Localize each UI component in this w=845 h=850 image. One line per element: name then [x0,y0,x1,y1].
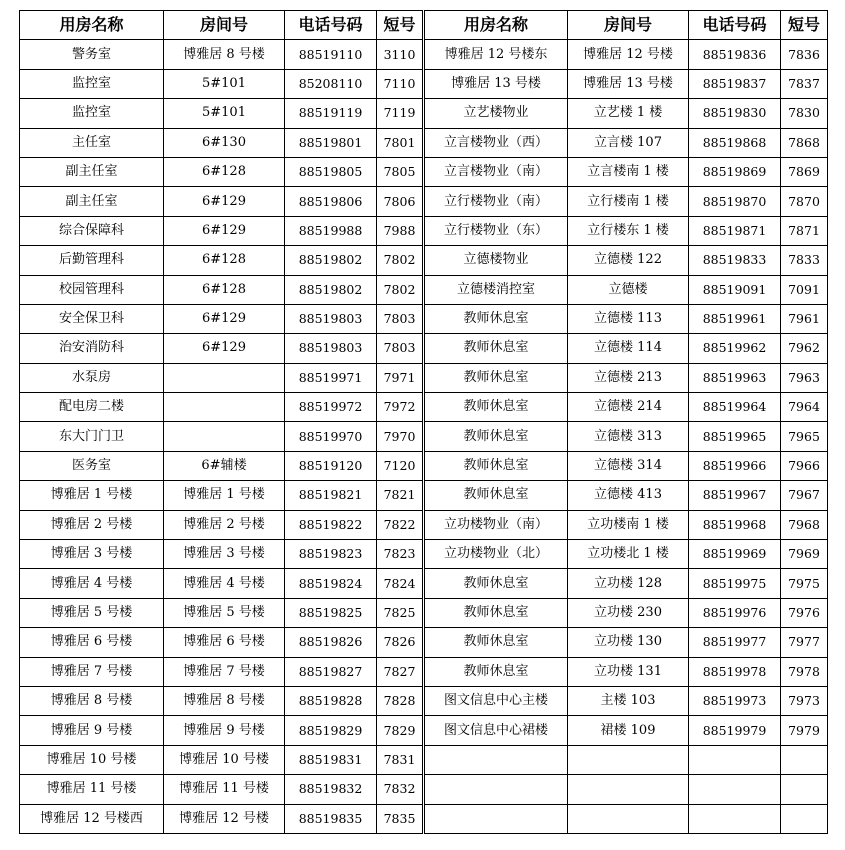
table-row [20,745,828,774]
right-short-number-cell [781,804,828,833]
right-name-cell: 教师休息室 [424,393,568,422]
left-tel-cell: 88519119 [285,99,377,128]
right-tel-cell: 88519965 [689,422,781,451]
right-tel-cell: 88519869 [689,157,781,186]
table-row [20,216,828,245]
left-name-cell: 博雅居 11 号楼 [20,775,164,804]
left-room-cell: 6#128 [164,246,285,275]
right-tel-cell: 88519830 [689,99,781,128]
left-short-number-cell: 7970 [377,422,424,451]
right-short-number-cell [781,775,828,804]
right-room-cell: 立功楼北 1 楼 [568,540,689,569]
right-name-cell: 立功楼物业（南） [424,510,568,539]
left-short-number-cell: 7822 [377,510,424,539]
left-room-cell: 博雅居 1 号楼 [164,481,285,510]
right-name-cell: 教师休息室 [424,598,568,627]
left-room-cell: 6#129 [164,187,285,216]
right-short-number-cell: 7969 [781,540,828,569]
right-room-cell: 立言楼 107 [568,128,689,157]
left-name-cell: 监控室 [20,99,164,128]
right-name-cell: 立行楼物业（南） [424,187,568,216]
header-cell-name: 用房名称 [20,11,164,40]
table-row [20,569,828,598]
left-room-cell [164,363,285,392]
left-short-number-cell: 7825 [377,598,424,627]
right-name-cell: 教师休息室 [424,481,568,510]
left-name-cell: 警务室 [20,40,164,69]
left-room-cell: 6#129 [164,334,285,363]
header-cell-room: 房间号 [164,11,285,40]
table-row [20,775,828,804]
table-row [20,363,828,392]
right-name-cell [424,745,568,774]
right-room-cell: 立功楼南 1 楼 [568,510,689,539]
right-room-cell: 裙楼 109 [568,716,689,745]
right-tel-cell [689,775,781,804]
right-name-cell: 立德楼物业 [424,246,568,275]
left-short-number-cell: 7835 [377,804,424,833]
right-name-cell [424,775,568,804]
left-short-number-cell: 7971 [377,363,424,392]
right-room-cell: 立德楼 313 [568,422,689,451]
left-room-cell: 6#128 [164,157,285,186]
left-short-number-cell: 7801 [377,128,424,157]
right-tel-cell: 88519833 [689,246,781,275]
left-name-cell: 博雅居 4 号楼 [20,569,164,598]
left-name-cell: 主任室 [20,128,164,157]
right-short-number-cell: 7871 [781,216,828,245]
left-name-cell: 博雅居 1 号楼 [20,481,164,510]
table-row [20,804,828,833]
left-room-cell: 6#128 [164,275,285,304]
left-tel-cell: 88519827 [285,657,377,686]
left-tel-cell: 88519801 [285,128,377,157]
table-row [20,393,828,422]
right-name-cell: 教师休息室 [424,451,568,480]
left-short-number-cell: 7828 [377,686,424,715]
right-short-number-cell: 7967 [781,481,828,510]
left-name-cell: 东大门门卫 [20,422,164,451]
left-room-cell: 6#129 [164,304,285,333]
table-row [20,246,828,275]
left-short-number-cell: 7802 [377,275,424,304]
table-row [20,598,828,627]
table-row [20,451,828,480]
left-tel-cell: 88519835 [285,804,377,833]
right-room-cell: 立功楼 128 [568,569,689,598]
left-name-cell: 博雅居 8 号楼 [20,686,164,715]
left-short-number-cell: 7119 [377,99,424,128]
left-name-cell: 配电房二楼 [20,393,164,422]
left-tel-cell: 88519805 [285,157,377,186]
right-short-number-cell: 7837 [781,69,828,98]
right-room-cell [568,745,689,774]
left-tel-cell: 88519832 [285,775,377,804]
right-room-cell: 立功楼 230 [568,598,689,627]
left-short-number-cell: 7829 [377,716,424,745]
right-tel-cell: 88519871 [689,216,781,245]
right-tel-cell: 88519976 [689,598,781,627]
left-tel-cell: 88519826 [285,628,377,657]
right-short-number-cell: 7977 [781,628,828,657]
right-room-cell [568,804,689,833]
right-short-number-cell: 7963 [781,363,828,392]
left-short-number-cell: 7831 [377,745,424,774]
table-row [20,334,828,363]
left-tel-cell: 88519988 [285,216,377,245]
right-tel-cell [689,745,781,774]
left-name-cell: 博雅居 2 号楼 [20,510,164,539]
left-tel-cell: 88519823 [285,540,377,569]
right-name-cell: 教师休息室 [424,334,568,363]
header-cell-short: 短号 [781,11,828,40]
table-row [20,716,828,745]
left-room-cell: 5#101 [164,99,285,128]
left-name-cell: 博雅居 9 号楼 [20,716,164,745]
left-tel-cell: 88519803 [285,304,377,333]
left-room-cell: 博雅居 6 号楼 [164,628,285,657]
directory-body [20,40,828,834]
left-room-cell: 6#辅楼 [164,451,285,480]
left-tel-cell: 88519828 [285,686,377,715]
right-room-cell: 立行楼东 1 楼 [568,216,689,245]
right-room-cell [568,775,689,804]
left-name-cell: 综合保障科 [20,216,164,245]
left-room-cell: 博雅居 8 号楼 [164,686,285,715]
left-short-number-cell: 3110 [377,40,424,69]
left-name-cell: 医务室 [20,451,164,480]
right-short-number-cell: 7830 [781,99,828,128]
right-short-number-cell: 7962 [781,334,828,363]
right-name-cell: 立德楼消控室 [424,275,568,304]
right-name-cell: 立艺楼物业 [424,99,568,128]
table-row [20,69,828,98]
right-short-number-cell [781,745,828,774]
left-name-cell: 校园管理科 [20,275,164,304]
right-room-cell: 博雅居 12 号楼 [568,40,689,69]
right-short-number-cell: 7961 [781,304,828,333]
right-name-cell: 博雅居 13 号楼 [424,69,568,98]
right-tel-cell: 88519837 [689,69,781,98]
right-short-number-cell: 7833 [781,246,828,275]
left-room-cell: 6#129 [164,216,285,245]
right-name-cell: 教师休息室 [424,363,568,392]
left-room-cell: 博雅居 4 号楼 [164,569,285,598]
right-short-number-cell: 7966 [781,451,828,480]
left-tel-cell: 88519802 [285,246,377,275]
right-tel-cell: 88519977 [689,628,781,657]
right-name-cell: 教师休息室 [424,569,568,598]
left-name-cell: 博雅居 7 号楼 [20,657,164,686]
left-short-number-cell: 7805 [377,157,424,186]
left-room-cell: 博雅居 9 号楼 [164,716,285,745]
left-tel-cell: 88519802 [285,275,377,304]
header-cell-room: 房间号 [568,11,689,40]
right-short-number-cell: 7968 [781,510,828,539]
right-room-cell: 立德楼 214 [568,393,689,422]
table-row [20,628,828,657]
left-tel-cell: 88519972 [285,393,377,422]
left-tel-cell: 88519821 [285,481,377,510]
right-name-cell: 立言楼物业（南） [424,157,568,186]
left-name-cell: 副主任室 [20,157,164,186]
right-room-cell: 立德楼 114 [568,334,689,363]
table-row [20,40,828,69]
right-tel-cell: 88519836 [689,40,781,69]
left-name-cell: 后勤管理科 [20,246,164,275]
table-row [20,128,828,157]
left-room-cell: 博雅居 8 号楼 [164,40,285,69]
left-tel-cell: 88519825 [285,598,377,627]
right-room-cell: 博雅居 13 号楼 [568,69,689,98]
right-name-cell: 立功楼物业（北） [424,540,568,569]
left-name-cell: 副主任室 [20,187,164,216]
left-room-cell: 博雅居 11 号楼 [164,775,285,804]
right-room-cell: 立德楼 [568,275,689,304]
document-page [19,10,828,834]
right-room-cell: 立德楼 122 [568,246,689,275]
table-row [20,99,828,128]
right-room-cell: 立功楼 130 [568,628,689,657]
right-tel-cell: 88519091 [689,275,781,304]
right-name-cell: 教师休息室 [424,628,568,657]
left-tel-cell: 88519831 [285,745,377,774]
left-tel-cell: 88519824 [285,569,377,598]
left-short-number-cell: 7120 [377,451,424,480]
right-name-cell: 教师休息室 [424,657,568,686]
left-name-cell: 水泵房 [20,363,164,392]
left-name-cell: 监控室 [20,69,164,98]
left-tel-cell: 88519803 [285,334,377,363]
left-name-cell: 博雅居 12 号楼西 [20,804,164,833]
left-tel-cell: 88519822 [285,510,377,539]
left-tel-cell: 88519829 [285,716,377,745]
header-row [20,11,828,40]
table-row [20,510,828,539]
right-tel-cell: 88519964 [689,393,781,422]
right-room-cell: 立德楼 113 [568,304,689,333]
left-short-number-cell: 7832 [377,775,424,804]
left-tel-cell: 88519971 [285,363,377,392]
left-short-number-cell: 7824 [377,569,424,598]
header-cell-name: 用房名称 [424,11,568,40]
table-row [20,157,828,186]
header-cell-tel: 电话号码 [689,11,781,40]
right-tel-cell: 88519966 [689,451,781,480]
right-room-cell: 立功楼 131 [568,657,689,686]
right-room-cell: 主楼 103 [568,686,689,715]
right-short-number-cell: 7965 [781,422,828,451]
right-short-number-cell: 7091 [781,275,828,304]
left-name-cell: 博雅居 6 号楼 [20,628,164,657]
right-tel-cell: 88519870 [689,187,781,216]
right-room-cell: 立艺楼 1 楼 [568,99,689,128]
right-room-cell: 立德楼 213 [568,363,689,392]
left-room-cell: 博雅居 5 号楼 [164,598,285,627]
left-short-number-cell: 7802 [377,246,424,275]
left-name-cell: 博雅居 5 号楼 [20,598,164,627]
table-row [20,422,828,451]
right-short-number-cell: 7869 [781,157,828,186]
right-name-cell [424,804,568,833]
left-tel-cell: 88519110 [285,40,377,69]
right-short-number-cell: 7976 [781,598,828,627]
right-short-number-cell: 7870 [781,187,828,216]
table-row [20,657,828,686]
left-short-number-cell: 7988 [377,216,424,245]
right-short-number-cell: 7973 [781,686,828,715]
left-short-number-cell: 7806 [377,187,424,216]
table-row [20,540,828,569]
left-short-number-cell: 7823 [377,540,424,569]
right-tel-cell: 88519967 [689,481,781,510]
left-room-cell [164,393,285,422]
right-tel-cell: 88519975 [689,569,781,598]
left-tel-cell: 88519806 [285,187,377,216]
left-room-cell: 5#101 [164,69,285,98]
left-room-cell: 博雅居 7 号楼 [164,657,285,686]
right-room-cell: 立德楼 413 [568,481,689,510]
header-cell-tel: 电话号码 [285,11,377,40]
right-short-number-cell: 7979 [781,716,828,745]
header-cell-short: 短号 [377,11,424,40]
right-name-cell: 图文信息中心裙楼 [424,716,568,745]
table-row [20,304,828,333]
right-short-number-cell: 7836 [781,40,828,69]
left-short-number-cell: 7803 [377,304,424,333]
right-tel-cell: 88519968 [689,510,781,539]
right-tel-cell: 88519973 [689,686,781,715]
left-room-cell: 6#130 [164,128,285,157]
right-tel-cell: 88519969 [689,540,781,569]
table-row [20,187,828,216]
table-row [20,275,828,304]
left-tel-cell: 85208110 [285,69,377,98]
right-room-cell: 立行楼南 1 楼 [568,187,689,216]
left-name-cell: 治安消防科 [20,334,164,363]
right-tel-cell [689,804,781,833]
table-row [20,481,828,510]
right-tel-cell: 88519963 [689,363,781,392]
right-short-number-cell: 7975 [781,569,828,598]
right-name-cell: 博雅居 12 号楼东 [424,40,568,69]
left-room-cell: 博雅居 3 号楼 [164,540,285,569]
left-short-number-cell: 7827 [377,657,424,686]
left-tel-cell: 88519970 [285,422,377,451]
right-tel-cell: 88519978 [689,657,781,686]
left-room-cell: 博雅居 12 号楼 [164,804,285,833]
left-short-number-cell: 7110 [377,69,424,98]
right-room-cell: 立言楼南 1 楼 [568,157,689,186]
left-name-cell: 博雅居 3 号楼 [20,540,164,569]
left-tel-cell: 88519120 [285,451,377,480]
right-short-number-cell: 7868 [781,128,828,157]
right-name-cell: 立行楼物业（东） [424,216,568,245]
left-short-number-cell: 7803 [377,334,424,363]
left-short-number-cell: 7972 [377,393,424,422]
right-tel-cell: 88519868 [689,128,781,157]
right-name-cell: 教师休息室 [424,304,568,333]
left-room-cell [164,422,285,451]
right-short-number-cell: 7964 [781,393,828,422]
left-short-number-cell: 7826 [377,628,424,657]
left-short-number-cell: 7821 [377,481,424,510]
left-room-cell: 博雅居 2 号楼 [164,510,285,539]
right-tel-cell: 88519962 [689,334,781,363]
right-name-cell: 立言楼物业（西） [424,128,568,157]
right-tel-cell: 88519979 [689,716,781,745]
left-name-cell: 安全保卫科 [20,304,164,333]
left-name-cell: 博雅居 10 号楼 [20,745,164,774]
right-tel-cell: 88519961 [689,304,781,333]
table-row [20,686,828,715]
right-name-cell: 图文信息中心主楼 [424,686,568,715]
left-room-cell: 博雅居 10 号楼 [164,745,285,774]
right-short-number-cell: 7978 [781,657,828,686]
right-name-cell: 教师休息室 [424,422,568,451]
phone-directory-table [19,10,828,834]
right-room-cell: 立德楼 314 [568,451,689,480]
